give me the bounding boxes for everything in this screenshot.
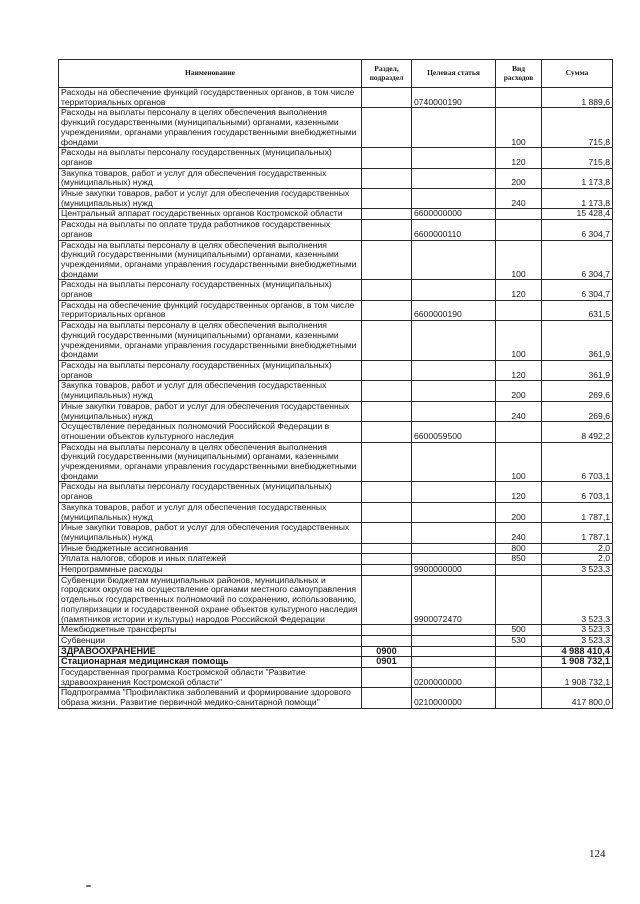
cell-target [412,381,496,401]
cell-target: 0740000190 [412,88,496,108]
cell-name: ЗДРАВООХРАНЕНИЕ [59,646,362,657]
table-row [59,554,613,565]
cell-sum: 269,6 [542,381,613,401]
table-row [59,688,613,708]
cell-target [412,240,496,280]
cell-kind [496,575,542,625]
cell-kind: 240 [496,523,542,543]
cell-section: 0901 [362,657,412,668]
cell-target: 9900072470 [412,575,496,625]
cell-section [362,688,412,708]
cell-target [412,523,496,543]
cell-sum: 15 428,4 [542,209,613,220]
cell-name: Межбюджетные трансферты [59,625,362,636]
cell-sum: 631,5 [542,300,613,320]
cell-section [362,668,412,688]
table-row [59,209,613,220]
cell-kind: 200 [496,502,542,522]
cell-sum: 1 173,8 [542,168,613,188]
cell-section [362,220,412,240]
table-body [59,88,613,709]
cell-sum: 1 908 732,1 [542,657,613,668]
cell-target [412,554,496,565]
table-row [59,565,613,576]
table-row [59,575,613,625]
header-target: Целевая статья [412,60,496,88]
table-row [59,300,613,320]
cell-kind [496,300,542,320]
cell-name: Субвенции [59,635,362,646]
table-row [59,189,613,209]
table-row [59,240,613,280]
cell-section [362,625,412,636]
table-row [59,668,613,688]
cell-sum: 1 787,1 [542,523,613,543]
table-row [59,108,613,148]
cell-name: Иные закупки товаров, работ и услуг для обеспечения государственных (муниципальных) нужд [59,189,362,209]
cell-name: Расходы на выплаты по оплате труда работников государственных органов [59,220,362,240]
cell-section [362,543,412,554]
cell-kind: 850 [496,554,542,565]
cell-kind: 120 [496,148,542,168]
cell-kind: 500 [496,625,542,636]
table-row [59,148,613,168]
table-row [59,523,613,543]
cell-sum: 3 523,3 [542,635,613,646]
cell-target [412,657,496,668]
cell-section [362,482,412,502]
cell-sum: 3 523,3 [542,575,613,625]
cell-target: 9900000000 [412,565,496,576]
cell-sum: 361,9 [542,360,613,380]
cell-target [412,321,496,361]
cell-name: Расходы на выплаты персоналу государственных (муниципальных) органов [59,360,362,380]
cell-sum: 4 988 410,4 [542,646,613,657]
cell-section: 0900 [362,646,412,657]
table-row [59,321,613,361]
budget-table [58,59,613,709]
cell-target: 6600000000 [412,209,496,220]
cell-name: Расходы на выплаты персоналу в целях обеспечения выполнения функций государственными (муниципальными) органами, казенными учреждениями, органами управления государственными внебюджетными фондами [59,321,362,361]
cell-kind [496,209,542,220]
cell-section [362,168,412,188]
cell-kind: 200 [496,381,542,401]
table-row [59,401,613,421]
cell-sum: 6 304,7 [542,280,613,300]
cell-sum: 3 523,3 [542,625,613,636]
cell-name: Стационарная медицинская помощь [59,657,362,668]
cell-section [362,635,412,646]
cell-section [362,565,412,576]
cell-name: Иные закупки товаров, работ и услуг для обеспечения государственных (муниципальных) нужд [59,401,362,421]
cell-sum: 6 304,7 [542,220,613,240]
cell-target [412,168,496,188]
cell-section [362,300,412,320]
table-row [59,422,613,442]
cell-target [412,401,496,421]
cell-name: Иные бюджетные ассигнования [59,543,362,554]
cell-kind [496,422,542,442]
cell-sum: 6 304,7 [542,240,613,280]
cell-section [362,148,412,168]
cell-sum: 269,6 [542,401,613,421]
cell-kind [496,688,542,708]
table-row [59,482,613,502]
table-row [59,625,613,636]
cell-name: Непрограммные расходы [59,565,362,576]
cell-kind: 100 [496,108,542,148]
table-row [59,442,613,482]
cell-section [362,108,412,148]
cell-target [412,646,496,657]
cell-section [362,523,412,543]
cell-name: Иные закупки товаров, работ и услуг для обеспечения государственных (муниципальных) нужд [59,523,362,543]
cell-sum: 1 908 732,1 [542,668,613,688]
table-row [59,381,613,401]
table-row [59,657,613,668]
cell-kind [496,646,542,657]
cell-section [362,209,412,220]
cell-section [362,575,412,625]
cell-sum: 715,8 [542,108,613,148]
cell-target: 6600059500 [412,422,496,442]
cell-kind: 120 [496,482,542,502]
table-row [59,635,613,646]
cell-sum: 8 492,2 [542,422,613,442]
page-number: 124 [589,848,606,860]
cell-name: Расходы на выплаты персоналу государственных (муниципальных) органов [59,280,362,300]
cell-kind: 120 [496,280,542,300]
cell-name: Расходы на выплаты персоналу государственных (муниципальных) органов [59,482,362,502]
cell-section [362,422,412,442]
cell-sum: 417 800,0 [542,688,613,708]
cell-section [362,189,412,209]
cell-target [412,189,496,209]
cell-sum: 2,0 [542,554,613,565]
scan-artifact [86,885,91,887]
cell-target [412,108,496,148]
cell-kind: 240 [496,189,542,209]
cell-name: Расходы на выплаты персоналу государственных (муниципальных) органов [59,148,362,168]
cell-sum: 1 787,1 [542,502,613,522]
header-section: Раздел, подраздел [362,60,412,88]
cell-sum: 715,8 [542,148,613,168]
table-row [59,646,613,657]
table-row [59,88,613,108]
cell-name: Расходы на обеспечение функций государственных органов, в том числе территориальных органов [59,88,362,108]
cell-name: Расходы на обеспечение функций государственных органов, в том числе территориальных органов [59,300,362,320]
table-row [59,168,613,188]
cell-kind [496,220,542,240]
cell-name: Уплата налогов, сборов и иных платежей [59,554,362,565]
cell-target: 6600000110 [412,220,496,240]
cell-kind [496,657,542,668]
cell-name: Осуществление переданных полномочий Российской Федерации в отношении объектов культурного наследия [59,422,362,442]
cell-name: Расходы на выплаты персоналу в целях обеспечения выполнения функций государственными (муниципальными) органами, казенными учреждениями, органами управления государственными внебюджетными фондами [59,442,362,482]
cell-target [412,280,496,300]
cell-sum: 2,0 [542,543,613,554]
header-kind: Вид расходов [496,60,542,88]
table-header-row [59,60,613,88]
cell-section [362,442,412,482]
cell-kind: 100 [496,240,542,280]
cell-target [412,543,496,554]
cell-target: 6600000190 [412,300,496,320]
cell-name: Субвенции бюджетам муниципальных районов, муниципальных и городских округов на осуществление органами местного самоуправления отдельных государственных полномочий по сохранению, использованию, популяризации и государственной охране объектов культурного наследия (памятников истории и культуры) народов Российской Федерации [59,575,362,625]
cell-target: 0200000000 [412,668,496,688]
cell-section [362,360,412,380]
cell-section [362,88,412,108]
cell-sum: 1 173,8 [542,189,613,209]
cell-section [362,554,412,565]
cell-target [412,482,496,502]
cell-kind [496,668,542,688]
cell-kind: 200 [496,168,542,188]
cell-name: Закупка товаров, работ и услуг для обеспечения государственных (муниципальных) нужд [59,381,362,401]
cell-sum: 361,9 [542,321,613,361]
table-row [59,360,613,380]
cell-section [362,381,412,401]
cell-kind [496,565,542,576]
cell-target [412,625,496,636]
cell-target [412,148,496,168]
cell-target [412,635,496,646]
cell-kind: 800 [496,543,542,554]
cell-name: Центральный аппарат государственных органов Костромской области [59,209,362,220]
cell-target [412,360,496,380]
cell-sum: 1 889,6 [542,88,613,108]
cell-section [362,401,412,421]
cell-name: Закупка товаров, работ и услуг для обеспечения государственных (муниципальных) нужд [59,168,362,188]
cell-kind: 240 [496,401,542,421]
cell-section [362,240,412,280]
cell-name: Подпрограмма "Профилактика заболеваний и формирование здорового образа жизни. Развитие первичной медико-санитарной помощи" [59,688,362,708]
cell-kind: 100 [496,442,542,482]
table-row [59,280,613,300]
table-row [59,220,613,240]
cell-section [362,280,412,300]
table-row [59,543,613,554]
cell-section [362,502,412,522]
cell-target: 0210000000 [412,688,496,708]
header-name: Наименование [59,60,362,88]
cell-target [412,442,496,482]
cell-kind: 530 [496,635,542,646]
cell-name: Расходы на выплаты персоналу в целях обеспечения выполнения функций государственными (муниципальными) органами, казенными учреждениями, органами управления государственными внебюджетными фондами [59,108,362,148]
header-sum: Сумма [542,60,613,88]
cell-name: Государственная программа Костромской области "Развитие здравоохранения Костромской области" [59,668,362,688]
cell-section [362,321,412,361]
cell-target [412,502,496,522]
cell-name: Закупка товаров, работ и услуг для обеспечения государственных (муниципальных) нужд [59,502,362,522]
table-row [59,502,613,522]
cell-name: Расходы на выплаты персоналу в целях обеспечения выполнения функций государственными (муниципальными) органами, казенными учреждениями, органами управления государственными внебюджетными фондами [59,240,362,280]
cell-sum: 6 703,1 [542,482,613,502]
cell-kind [496,88,542,108]
cell-sum: 3 523,3 [542,565,613,576]
cell-kind: 120 [496,360,542,380]
cell-kind: 100 [496,321,542,361]
cell-sum: 6 703,1 [542,442,613,482]
